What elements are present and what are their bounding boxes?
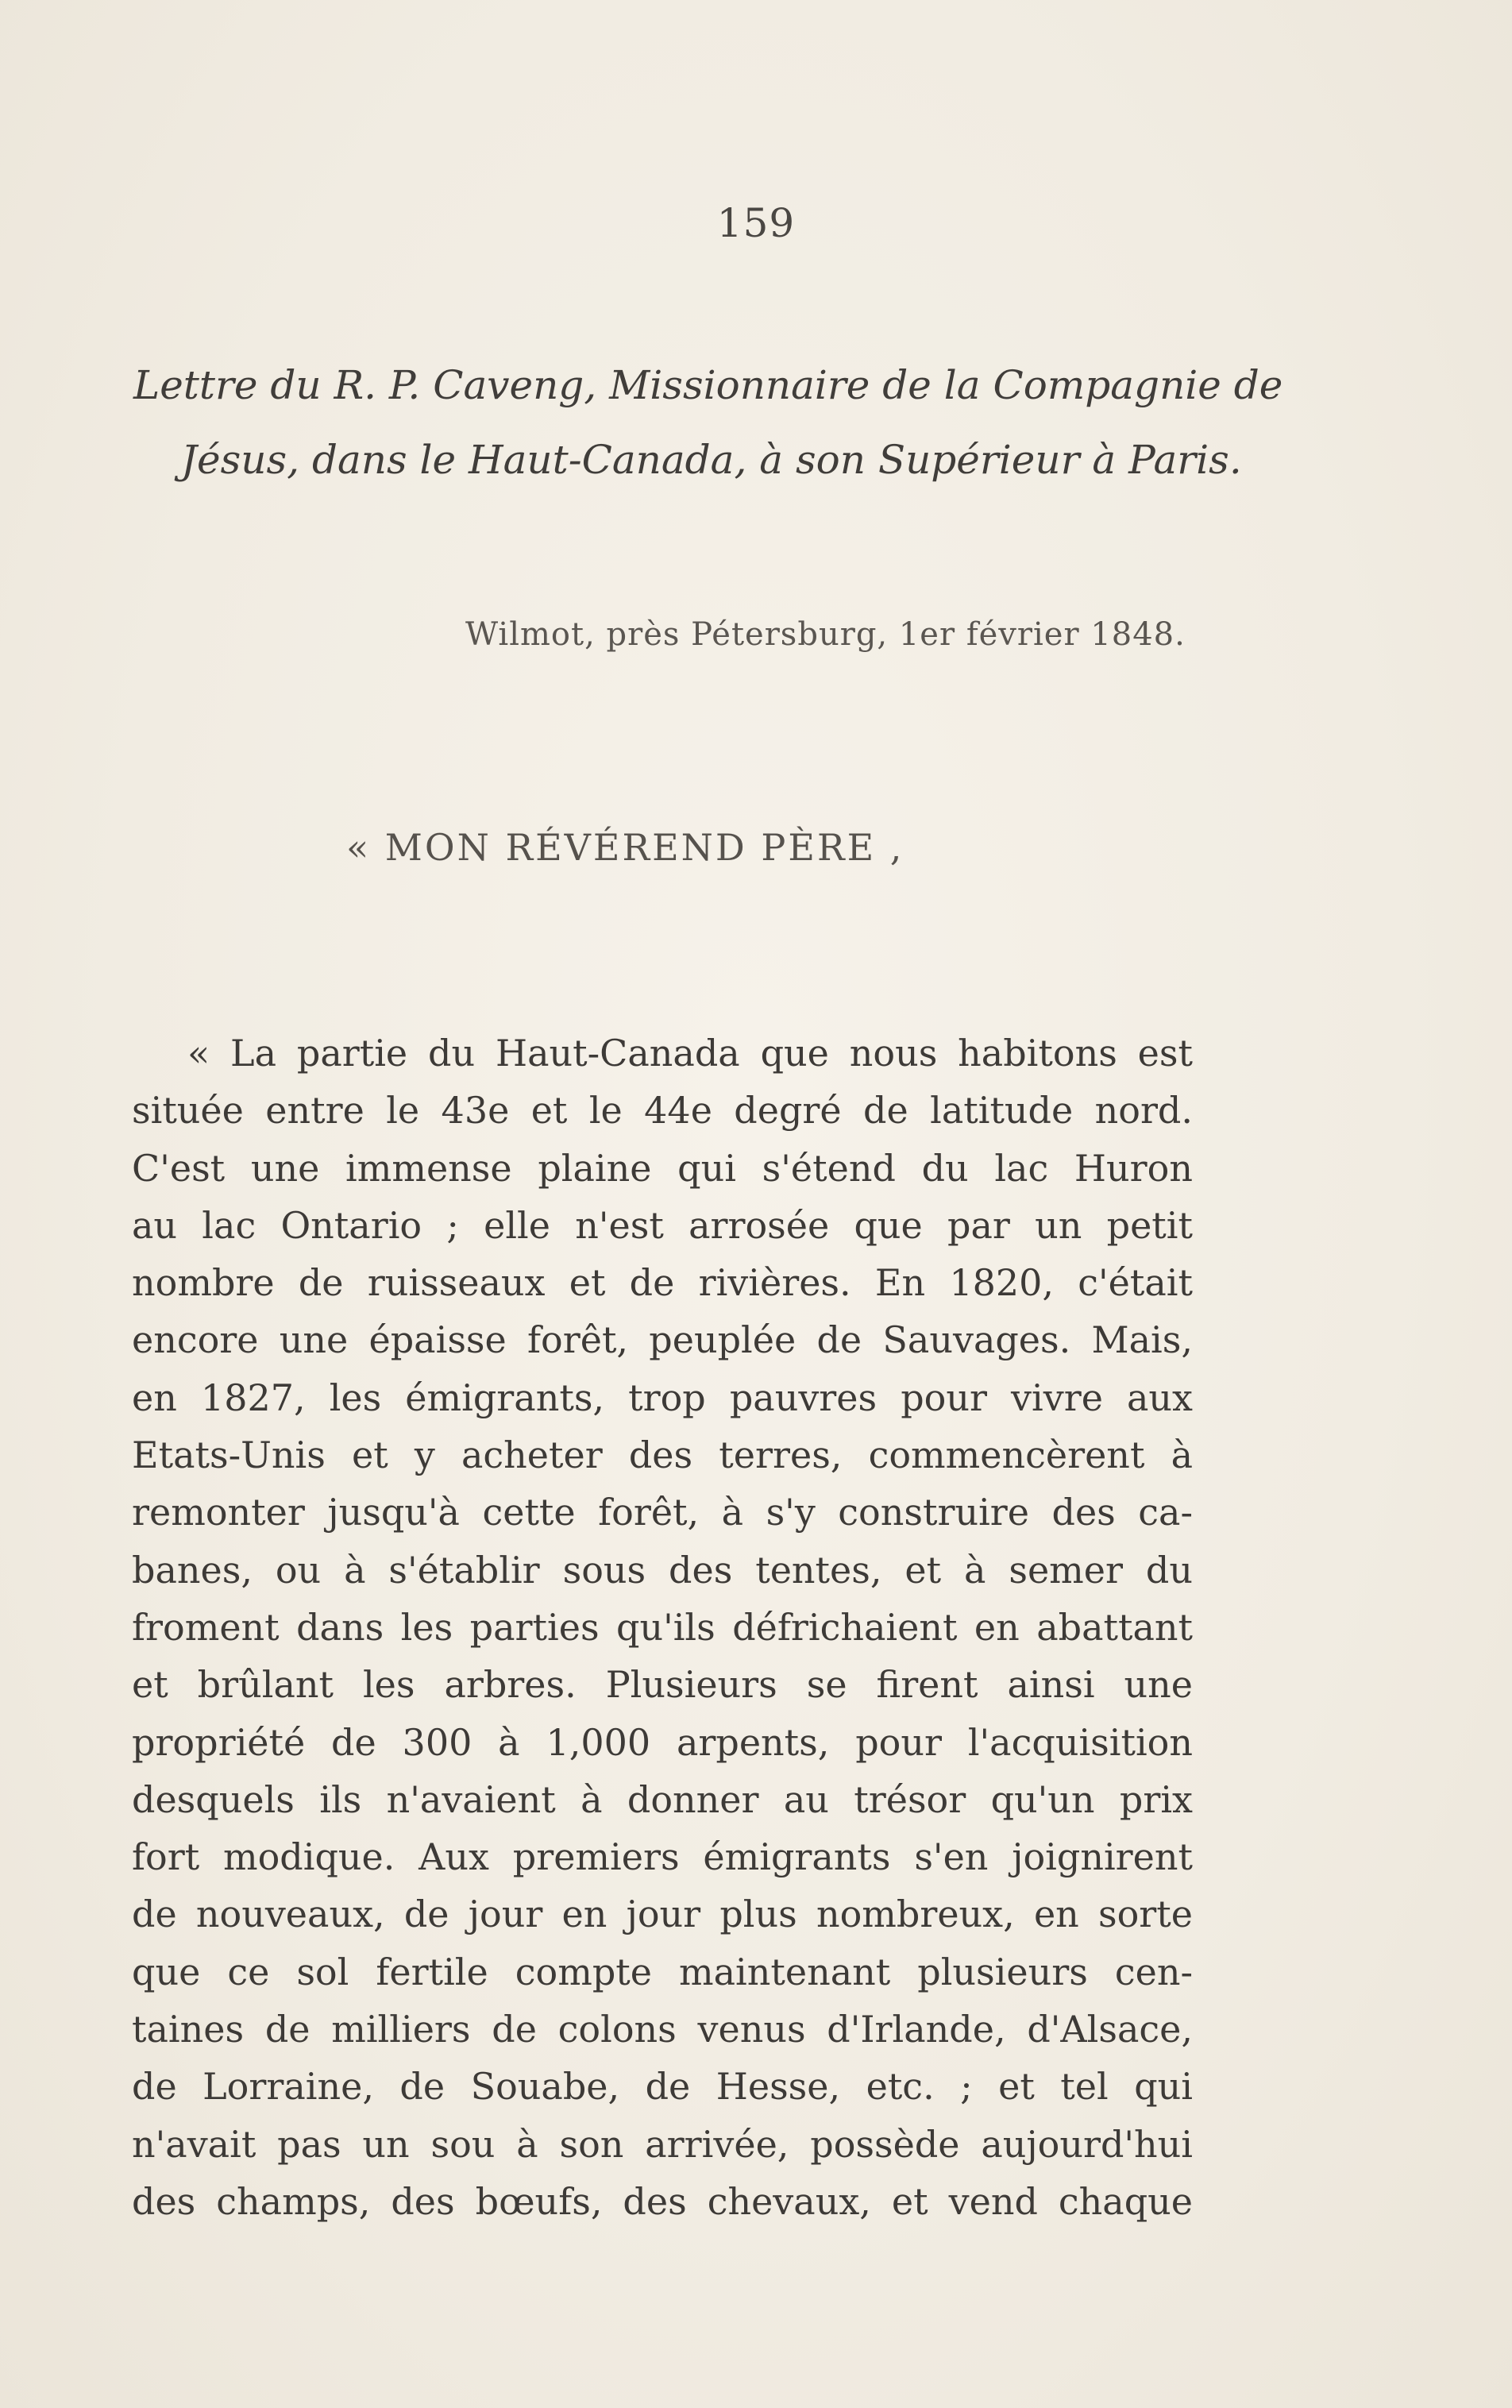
text-line: banes, ou à s'établir sous des tentes, et à semer du (132, 1548, 1193, 1592)
text-line: froment dans les parties qu'ils défrichaient en abattant (132, 1605, 1193, 1649)
text-line: au lac Ontario ; elle n'est arrosée que par un petit (132, 1203, 1193, 1247)
text-line: n'avait pas un sou à son arrivée, possède aujourd'hui (132, 2122, 1193, 2166)
text-line: remonter jusqu'à cette forêt, à s'y construire des ca- (132, 1491, 1193, 1534)
text-line: taines de milliers de colons venus d'Irlande, d'Alsace, (132, 2008, 1193, 2051)
text-line: encore une épaisse forêt, peuplée de Sauvages. Mais, (132, 1318, 1193, 1362)
text-line: des champs, des bœufs, des chevaux, et vend chaque (132, 2179, 1193, 2223)
page-number: 159 (716, 200, 796, 246)
text-line: desquels ils n'avaient à donner au trésor qu'un prix (132, 1777, 1193, 1821)
text-line: C'est une immense plaine qui s'étend du lac Huron (132, 1146, 1193, 1190)
title-line: Jésus, dans le Haut-Canada, à son Supérieur à Paris. (181, 437, 1242, 483)
body-paragraph (132, 1025, 1193, 2230)
letter-title (133, 348, 1283, 497)
text-line: en 1827, les émigrants, trop pauvres pour vivre aux (132, 1376, 1193, 1419)
text-line: que ce sol fertile compte maintenant plusieurs cen- (132, 1950, 1193, 1993)
text-line: nombre de ruisseaux et de rivières. En 1820, c'était (132, 1261, 1193, 1305)
text-line: « La partie du Haut-Canada que nous habitons est (187, 1032, 1193, 1075)
text-line: fort modique. Aux premiers émigrants s'en joignirent (132, 1835, 1193, 1879)
dateline: Wilmot, près Pétersburg, 1er février 1848. (465, 616, 1186, 653)
text-line: de nouveaux, de jour en jour plus nombreux, en sorte (132, 1893, 1193, 1936)
text-line: située entre le 43e et le 44e degré de latitude nord. (132, 1089, 1193, 1133)
title-line: Lettre du R. P. Caveng, Missionnaire de la Compagnie de (133, 362, 1283, 408)
text-line: propriété de 300 à 1,000 arpents, pour l'acquisition (132, 1720, 1193, 1764)
text-line: Etats-Unis et y acheter des terres, commencèrent à (132, 1434, 1193, 1477)
text-line: de Lorraine, de Souabe, de Hesse, etc. ; et tel qui (132, 2065, 1193, 2109)
salutation: « MON RÉVÉREND PÈRE , (346, 826, 904, 869)
text-line: et brûlant les arbres. Plusieurs se firent ainsi une (132, 1663, 1193, 1707)
